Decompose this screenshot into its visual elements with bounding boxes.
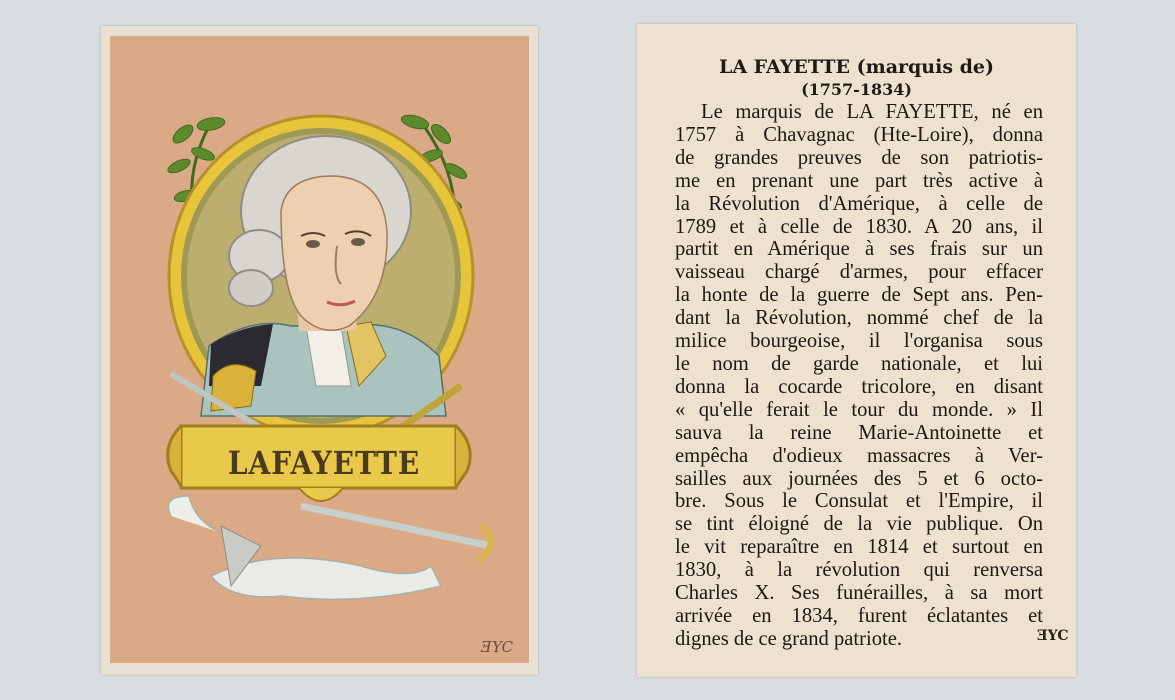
biography-line: sailles aux journées des 5 et 6 octo- (675, 467, 1043, 490)
portrait-illustration (101, 26, 538, 675)
biography-line: 1789 et à celle de 1830. A 20 ans, il (675, 215, 1043, 238)
biography-line: la Révolution d'Amérique, à celle de (675, 192, 1043, 215)
front-monogram: ƎYC (481, 638, 514, 656)
biography-line: de grandes preuves de son patriotis- (675, 146, 1043, 169)
biography-line: 1830, à la révolution qui renversa (675, 559, 1043, 582)
front-card (101, 26, 538, 675)
biography-line: empêcha d'odieux massacres à Ver- (675, 444, 1043, 467)
biography-line: la honte de la guerre de Sept ans. Pen- (675, 284, 1043, 307)
biography-line: donna la cocarde tricolore, en disant (675, 375, 1043, 398)
biography-line: dant la Révolution, nommé chef de la (675, 307, 1043, 330)
biography-title: LA FAYETTE (marquis de) (718, 56, 995, 78)
biography-line: « qu'elle ferait le tour du monde. » Il (675, 398, 1043, 421)
biography-line: 1757 à Chavagnac (Hte-Loire), donna (675, 123, 1043, 146)
biography-line: se tint éloigné de la vie publique. On (675, 513, 1043, 536)
biography-line: milice bourgeoise, il l'organisa sous (675, 330, 1043, 353)
biography-line: dignes de ce grand patriote. (675, 627, 903, 650)
biography-dates: (1757-1834) (801, 80, 912, 99)
biography-line: me en prenant une part très active à (675, 169, 1043, 192)
biography-line: le nom de garde nationale, et lui (675, 352, 1043, 375)
banner-name: LAFAYETTE (227, 445, 421, 482)
biography-line: Le marquis de LA FAYETTE, né en (701, 101, 1043, 123)
biography-line: sauva la reine Marie-Antoinette et (675, 421, 1043, 444)
biography-line: vaisseau chargé d'armes, pour effacer (675, 261, 1043, 284)
biography-line: bre. Sous le Consulat et l'Empire, il (675, 490, 1043, 513)
biography-line: Charles X. Ses funérailles, à sa mort (675, 582, 1043, 605)
biography-line: partit en Amérique à ses frais sur un (675, 238, 1043, 261)
back-monogram: ƎYC (1037, 628, 1069, 644)
biography-text (675, 101, 1043, 651)
biography-line: arrivée en 1834, furent éclatantes et (675, 604, 1043, 627)
biography-line: le vit reparaître en 1814 et surtout en (675, 536, 1043, 559)
back-card (637, 24, 1076, 677)
